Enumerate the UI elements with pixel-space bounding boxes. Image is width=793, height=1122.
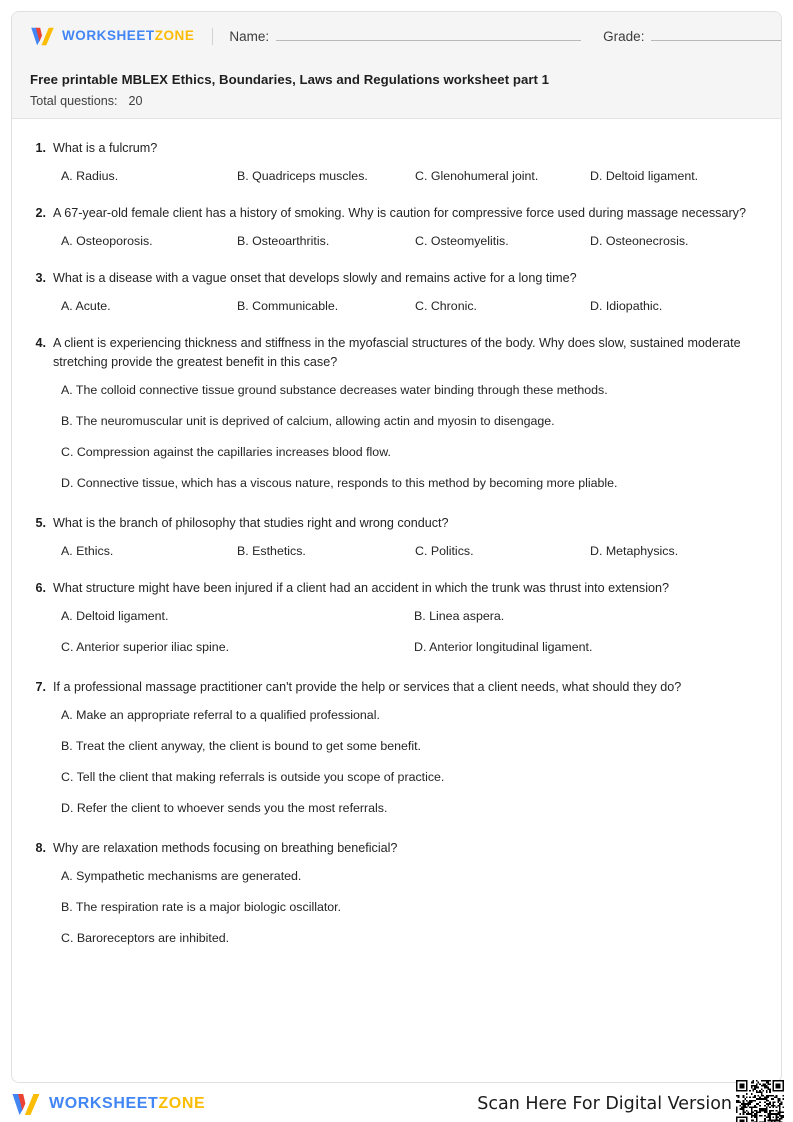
- option-item[interactable]: A. Make an appropriate referral to a qualified professional.: [61, 708, 380, 722]
- option-item[interactable]: A. The colloid connective tissue ground substance decreases water binding through these methods.: [61, 383, 608, 397]
- option-row: [61, 167, 761, 185]
- option-list: [32, 232, 761, 250]
- option-item[interactable]: B. Linea aspera.: [414, 609, 505, 623]
- option-item[interactable]: D. Deltoid ligament.: [590, 169, 699, 183]
- option-item[interactable]: C. Baroreceptors are inhibited.: [61, 931, 230, 945]
- question-item: [32, 139, 761, 185]
- question-number: 8.: [35, 841, 46, 855]
- option-item[interactable]: A. Deltoid ligament.: [61, 609, 169, 623]
- option-item[interactable]: C. Chronic.: [415, 299, 477, 313]
- total-questions: [30, 94, 763, 108]
- scan-label: Scan Here For Digital Version: [477, 1094, 732, 1114]
- question-text: If a professional massage practitioner can't provide the help or services that a client needs, what should they do?: [53, 680, 682, 694]
- option-item[interactable]: B. Communicable.: [237, 299, 339, 313]
- option-item[interactable]: A. Ethics.: [61, 544, 114, 558]
- question-number: 5.: [35, 516, 46, 530]
- option-list: [32, 542, 761, 560]
- footer-scan-block: [477, 1080, 784, 1122]
- worksheet-zone-logo-icon: [30, 26, 55, 47]
- question-item: [32, 678, 761, 817]
- question-text: What is the branch of philosophy that studies right and wrong conduct?: [53, 516, 449, 530]
- option-item[interactable]: A. Osteoporosis.: [61, 234, 153, 248]
- question-number: 6.: [35, 581, 46, 595]
- question-number: 2.: [35, 206, 46, 220]
- option-row: [61, 607, 761, 625]
- option-item[interactable]: C. Anterior superior iliac spine.: [61, 640, 230, 654]
- question-item: [32, 204, 761, 250]
- question-header: [32, 139, 761, 158]
- name-input-line[interactable]: [276, 28, 581, 41]
- footer-logo-text: [49, 1096, 205, 1112]
- name-field[interactable]: [229, 28, 581, 44]
- option-item[interactable]: B. Treat the client anyway, the client is bound to get some benefit.: [61, 739, 421, 753]
- option-item[interactable]: D. Anterior longitudinal ligament.: [414, 640, 593, 654]
- footer-logo: [11, 1092, 205, 1117]
- option-list: [32, 167, 761, 185]
- header-top-row: [30, 24, 763, 48]
- worksheet-zone-logo-icon: [11, 1092, 41, 1117]
- question-item: [32, 579, 761, 656]
- question-header: [32, 678, 761, 697]
- page-title: Free printable MBLEX Ethics, Boundaries, Laws and Regulations worksheet part 1: [30, 72, 550, 87]
- option-list: [32, 607, 761, 656]
- option-item[interactable]: D. Osteonecrosis.: [590, 234, 689, 248]
- option-item[interactable]: C. Compression against the capillaries increases blood flow.: [61, 445, 391, 459]
- question-header: [32, 839, 761, 858]
- question-item: [32, 269, 761, 315]
- question-text: A 67-year-old female client has a history of smoking. Why is caution for compressive force used during massage necessary?: [53, 206, 746, 220]
- qr-code-icon[interactable]: [736, 1080, 784, 1122]
- option-row: [61, 297, 761, 315]
- question-header: [32, 204, 761, 223]
- question-number: 1.: [35, 141, 46, 155]
- question-number: 7.: [35, 680, 46, 694]
- option-item[interactable]: B. The respiration rate is a major biologic oscillator.: [61, 900, 342, 914]
- option-item[interactable]: B. Quadriceps muscles.: [237, 169, 368, 183]
- option-item[interactable]: A. Sympathetic mechanisms are generated.: [61, 869, 302, 883]
- question-text: What structure might have been injured if a client had an accident in which the trunk was thrust into extension?: [53, 581, 670, 595]
- option-item[interactable]: A. Acute.: [61, 299, 111, 313]
- grade-input-line[interactable]: [651, 28, 782, 41]
- header-divider: [212, 28, 213, 45]
- question-text: Why are relaxation methods focusing on breathing beneficial?: [53, 841, 398, 855]
- option-list: [32, 381, 761, 492]
- question-text: What is a disease with a vague onset that develops slowly and remains active for a long time?: [53, 271, 577, 285]
- grade-field[interactable]: [603, 28, 782, 44]
- option-item[interactable]: A. Radius.: [61, 169, 119, 183]
- question-header: [32, 514, 761, 533]
- question-item: [32, 839, 761, 947]
- option-row: [61, 638, 761, 656]
- header-logo: [30, 26, 194, 47]
- question-item: [32, 334, 761, 492]
- option-list: [32, 297, 761, 315]
- grade-label: Grade:: [603, 29, 645, 44]
- option-item[interactable]: C. Tell the client that making referrals is outside you scope of practice.: [61, 770, 445, 784]
- question-number: 4.: [35, 336, 46, 350]
- total-questions-label: Total questions:: [30, 94, 118, 108]
- name-label: Name:: [229, 29, 270, 44]
- logo-word-worksheet: WORKSHEET: [62, 28, 155, 44]
- option-list: [32, 706, 761, 817]
- option-item[interactable]: B. Esthetics.: [237, 544, 306, 558]
- option-item[interactable]: C. Osteomyelitis.: [415, 234, 509, 248]
- option-item[interactable]: D. Refer the client to whoever sends you the most referrals.: [61, 801, 388, 815]
- worksheet-header: [12, 12, 781, 119]
- option-item[interactable]: D. Idiopathic.: [590, 299, 663, 313]
- footer-logo-word-worksheet: WORKSHEET: [49, 1095, 159, 1112]
- option-item[interactable]: C. Glenohumeral joint.: [415, 169, 539, 183]
- question-header: [32, 334, 761, 372]
- total-questions-value: 20: [128, 94, 143, 108]
- questions-list: [12, 119, 781, 947]
- question-item: [32, 514, 761, 560]
- option-item[interactable]: D. Metaphysics.: [590, 544, 679, 558]
- option-item[interactable]: C. Politics.: [415, 544, 474, 558]
- question-text: A client is experiencing thickness and stiffness in the myofascial structures of the body. Why does slow, sustained moderate stretching provide the greatest benefit in this case?: [53, 336, 741, 369]
- option-item[interactable]: D. Connective tissue, which has a viscous nature, responds to this method by becoming more pliable.: [61, 476, 618, 490]
- logo-word-zone: ZONE: [154, 28, 195, 44]
- question-header: [32, 579, 761, 598]
- header-logo-text: [62, 29, 194, 43]
- option-item[interactable]: B. Osteoarthritis.: [237, 234, 330, 248]
- option-row: [61, 232, 761, 250]
- footer-logo-word-zone: ZONE: [158, 1095, 206, 1112]
- question-number: 3.: [35, 271, 46, 285]
- question-header: [32, 269, 761, 288]
- page-footer: [0, 1086, 793, 1122]
- worksheet-card: [11, 11, 782, 1083]
- question-text: What is a fulcrum?: [53, 141, 158, 155]
- option-item[interactable]: B. The neuromuscular unit is deprived of calcium, allowing actin and myosin to disengage.: [61, 414, 555, 428]
- option-row: [61, 542, 761, 560]
- option-list: [32, 867, 761, 947]
